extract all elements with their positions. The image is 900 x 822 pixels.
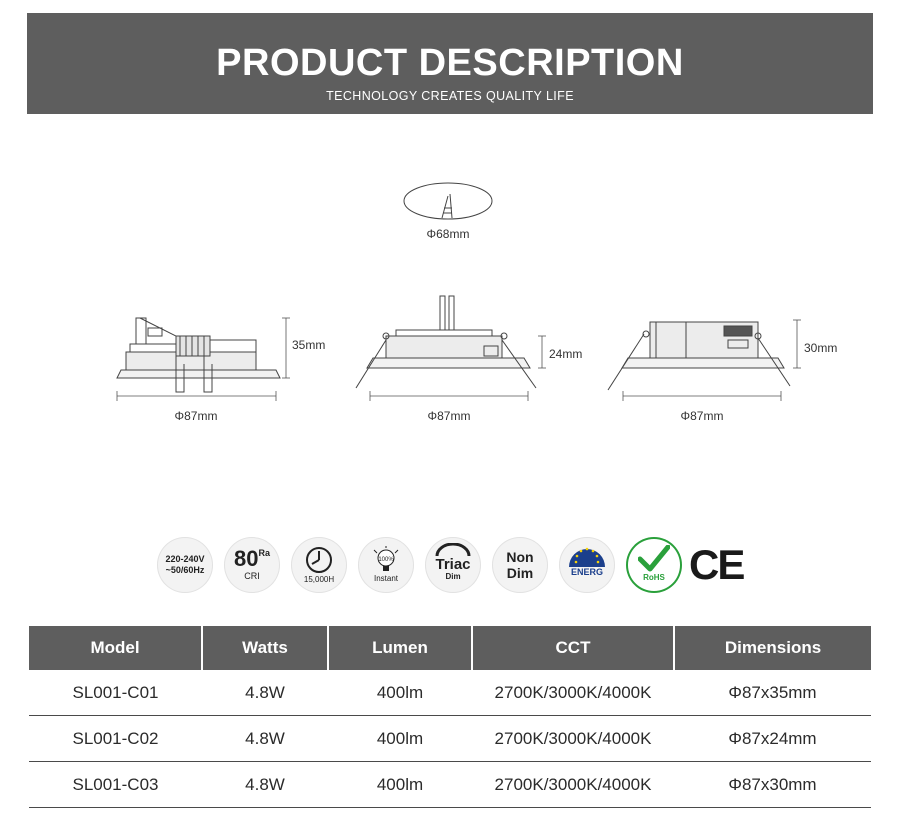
view-2-width-label: Φ87mm (427, 409, 471, 423)
cell-lumen: 400lm (328, 670, 472, 716)
table-header-row (29, 626, 871, 670)
instant-percent: 100% (378, 557, 394, 563)
side-view-3 (608, 322, 790, 390)
cell-cct: 2700K/3000K/4000K (472, 716, 674, 762)
nondim-line2: Dim (506, 565, 534, 581)
nondim-line1: Non (506, 549, 534, 565)
bulb-icon (371, 546, 401, 574)
cri-label: CRI (244, 571, 260, 581)
view-3-width-label: Φ87mm (680, 409, 724, 423)
cell-model: SL001-C03 (29, 762, 202, 808)
energy-label-text: ENERG (570, 567, 603, 577)
triac-label: Triac (435, 556, 471, 573)
dim-arc-icon (433, 543, 473, 557)
view-1-width-label: Φ87mm (174, 409, 218, 423)
instant-on-icon (358, 537, 414, 593)
cell-watts: 4.8W (202, 670, 328, 716)
cri-icon (224, 537, 280, 593)
table-row (29, 762, 871, 808)
triac-dim-icon (425, 537, 481, 593)
table-row (29, 670, 871, 716)
lifetime-clock-icon (291, 537, 347, 593)
header-cct: CCT (472, 626, 674, 670)
cell-lumen: 400lm (328, 762, 472, 808)
feature-icons-row (157, 537, 757, 595)
cell-dimensions: Φ87x35mm (674, 670, 871, 716)
cri-value: 80 (234, 546, 259, 571)
cell-lumen: 400lm (328, 716, 472, 762)
lifetime-label: 15,000H (303, 575, 335, 584)
page-title: PRODUCT DESCRIPTION (216, 42, 684, 84)
cell-cct: 2700K/3000K/4000K (472, 670, 674, 716)
cell-dimensions: Φ87x30mm (674, 762, 871, 808)
non-dim-icon (492, 537, 548, 593)
page-subtitle: TECHNOLOGY CREATES QUALITY LIFE (326, 89, 574, 103)
side-view-1 (117, 318, 280, 392)
cell-cct: 2700K/3000K/4000K (472, 762, 674, 808)
voltage-frequency: ~50/60Hz (165, 565, 205, 575)
view-1-height-label: 35mm (292, 338, 326, 352)
energy-label-icon (559, 537, 615, 593)
eu-stars-icon (567, 541, 607, 569)
cell-model: SL001-C02 (29, 716, 202, 762)
rohs-icon (626, 537, 682, 593)
header-lumen: Lumen (328, 626, 472, 670)
cutout-diameter-label: Φ68mm (426, 227, 470, 241)
triac-sub-label: Dim (445, 572, 461, 581)
cell-dimensions: Φ87x24mm (674, 716, 871, 762)
header-model: Model (29, 626, 202, 670)
instant-label: Instant (373, 574, 398, 583)
checkmark-icon (638, 545, 670, 573)
cell-model: SL001-C01 (29, 670, 202, 716)
cutout-drawing (404, 183, 492, 219)
side-view-2 (356, 296, 536, 388)
cri-unit: Ra (258, 548, 270, 558)
voltage-icon (157, 537, 213, 593)
header-watts: Watts (202, 626, 328, 670)
header-dimensions: Dimensions (674, 626, 871, 670)
cell-watts: 4.8W (202, 762, 328, 808)
voltage-range: 220-240V (165, 554, 205, 564)
table-row (29, 716, 871, 762)
view-2-height-label: 24mm (549, 347, 583, 361)
spec-table (29, 626, 871, 808)
view-3-height-label: 30mm (804, 341, 838, 355)
cell-watts: 4.8W (202, 716, 328, 762)
clock-icon (304, 545, 334, 575)
ce-mark-icon: CE (689, 541, 744, 588)
rohs-label: RoHS (643, 573, 665, 582)
